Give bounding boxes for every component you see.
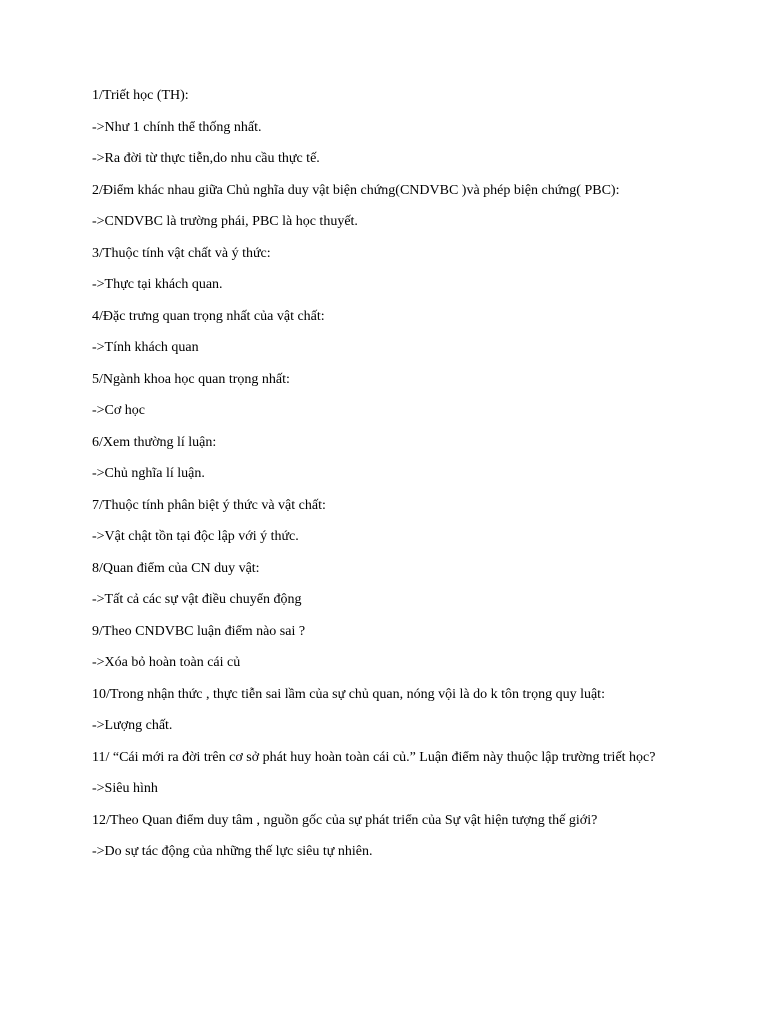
paragraph-q10-answer: ->Lượng chất. xyxy=(92,718,173,733)
paragraph-q6-question: 6/Xem thường lí luận: xyxy=(92,434,217,450)
paragraph-q5-question: 5/Ngành khoa học quan trọng nhất: xyxy=(92,371,290,387)
paragraph-q4-answer: ->Tính khách quan xyxy=(92,340,199,355)
paragraph-q12-answer: ->Do sự tác động của những thế lực siêu tự nhiên. xyxy=(92,844,373,859)
paragraph-q8-answer: ->Tất cả các sự vật điều chuyển động xyxy=(92,592,302,607)
paragraph-q2-question: 2/Điểm khác nhau giữa Chủ nghĩa duy vật biện chứng(CNDVBC )và phép biện chứng( PBC): xyxy=(92,182,620,198)
paragraph-q3-answer: ->Thực tại khách quan. xyxy=(92,277,223,292)
paragraph-q7-answer: ->Vật chật tồn tại độc lập với ý thức. xyxy=(92,529,299,544)
paragraph-q4-question: 4/Đặc trưng quan trọng nhất của vật chất: xyxy=(92,308,325,324)
paragraph-q12-question: 12/Theo Quan điểm duy tâm , nguồn gốc của sự phát triển của Sự vật hiện tượng thế giới? xyxy=(92,812,598,828)
paragraph-q6-answer: ->Chủ nghĩa lí luận. xyxy=(92,466,205,481)
paragraph-q9-answer: ->Xóa bỏ hoàn toàn cái củ xyxy=(92,655,241,670)
document-page xyxy=(92,86,682,874)
paragraph-q9-question: 9/Theo CNDVBC luận điểm nào sai ? xyxy=(92,623,306,639)
paragraph-q2-answer: ->CNDVBC là trường phái, PBC là học thuyết. xyxy=(92,214,358,229)
paragraph-q10-question: 10/Trong nhận thức , thực tiễn sai lầm của sự chủ quan, nóng vội là do k tôn trọng quy luật: xyxy=(92,686,605,702)
paragraph-q3-question: 3/Thuộc tính vật chất và ý thức: xyxy=(92,245,271,261)
paragraph-q11-answer: ->Siêu hình xyxy=(92,781,158,796)
paragraph-q8-question: 8/Quan điểm của CN duy vật: xyxy=(92,560,260,576)
paragraph-q1-answer-1: ->Như 1 chính thể thống nhất. xyxy=(92,119,262,135)
paragraph-q1-answer-2: ->Ra đời từ thực tiễn,do nhu cầu thực tế. xyxy=(92,151,320,166)
paragraph-q11-question: 11/ “Cái mới ra đời trên cơ sở phát huy hoàn toàn cái củ.” Luận điểm này thuộc lập trường triết học? xyxy=(92,749,656,765)
paragraph-q5-answer: ->Cơ học xyxy=(92,403,146,418)
paragraph-q7-question: 7/Thuộc tính phân biệt ý thức và vật chất: xyxy=(92,497,326,513)
paragraph-q1-title: 1/Triết học (TH): xyxy=(92,88,189,103)
